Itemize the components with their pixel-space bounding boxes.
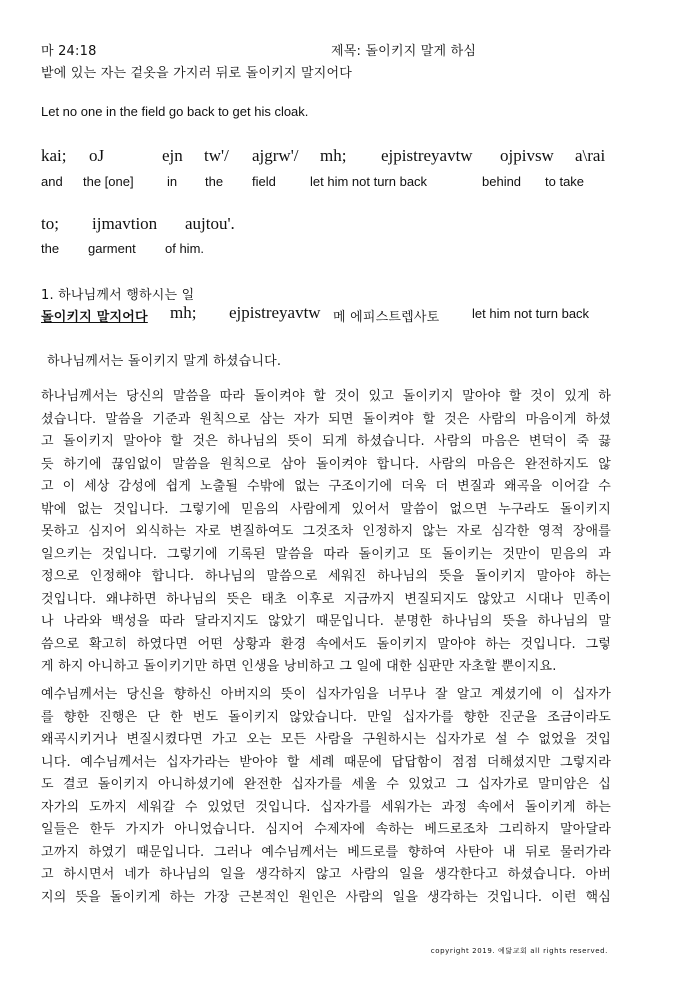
paragraph-line: 하나님께서는 당신의 말씀을 따라 돌이켜야 할 것이 있고 돌이키지 말아야 할 것이 있게 하	[41, 389, 611, 404]
gloss: of him.	[165, 241, 205, 256]
section-heading: 1. 하나님께서 행하시는 일	[41, 288, 195, 303]
keyword-korean: 돌이키지 말지어다	[41, 310, 148, 325]
body-paragraph-1	[41, 386, 611, 679]
paragraph-line: 일들은 한두 가지가 아니었습니다. 심지어 수제자에 속하는 베드로조차 그리하지 말아달라	[41, 822, 611, 837]
paragraph-line: 고 이 세상 감성에 쉽게 노출될 수밖에 없는 구조이기에 더욱 더 변질과 왜곡을 이어갈 수	[41, 479, 611, 494]
greek-word: mh;	[320, 146, 347, 165]
greek-word: a\rai	[575, 146, 606, 165]
greek-word: ijmavtion	[92, 214, 158, 233]
paragraph-line: 셨습니다. 말씀을 기준과 원칙으로 삼는 자가 되면 돌이켜야 할 것은 사람의 마음이게 하셨	[41, 411, 611, 427]
lead-sentence: 하나님께서는 돌이키지 말게 하셨습니다.	[47, 354, 282, 369]
scripture-reference: 마 24:18	[41, 44, 97, 59]
keyword-pronunciation: 메 에피스트렙사토	[333, 310, 440, 325]
paragraph-line: 일으키는 것입니다. 그렇기에 기록된 말씀을 따라 돌이키고 또 돌이키는 것만이 믿음의 과	[41, 546, 611, 562]
gloss: the	[41, 241, 60, 256]
keyword-english: let him not turn back	[472, 306, 590, 321]
paragraph-line: 밖에 없는 것입니다. 그렇기에 믿음의 사람에게 있어서 말씀이 없으면 누구라도 돌이키지	[41, 501, 611, 517]
gloss: in	[167, 174, 178, 189]
paragraph-line: 왜곡시키거나 변질시켰다면 가고 오는 모든 사람을 구원하시는 십자가로 설 수 없었을 것입	[41, 732, 611, 747]
gloss: to take	[545, 174, 585, 189]
paragraph-line: 것입니다. 왜냐하면 하나님의 뜻은 태초 이후로 지금까지 변질되지도 않았고 시대나 민족이	[41, 591, 611, 607]
keyword-greek-verb: ejpistreyavtw	[229, 303, 321, 322]
paragraph-line: 고까지 하였기 때문입니다. 그러나 예수님께서는 베드로를 향하여 사탄아 내 뒤로 물러가라	[41, 844, 611, 860]
paragraph-line: 를 향한 진행은 단 한 번도 돌이키지 않았습니다. 만일 십자가를 향한 진군을 조금이라도	[41, 709, 611, 725]
keyword-greek-negation: mh;	[170, 303, 197, 322]
greek-word: kai;	[41, 146, 67, 165]
gloss: let him not turn back	[310, 174, 428, 189]
paragraph-line: 게 하지 아니하고 돌이키기만 하면 인생을 낭비하고 그 일에 대한 심판만 자초할 뿐이지요.	[41, 659, 557, 674]
gloss: and	[41, 174, 63, 189]
paragraph-line: 예수님께서는 당신을 향하신 아버지의 뜻이 십자가임을 너무나 잘 알고 계셨기에 이 십자가	[41, 687, 611, 702]
gloss: garment	[88, 241, 136, 256]
greek-word: oJ	[89, 146, 105, 165]
greek-word: ejn	[162, 146, 183, 165]
paragraph-line: 도 결코 돌이키지 아니하셨기에 완전한 십자가를 세울 수 있었고 그 십자가로 말미암은 십	[41, 777, 611, 792]
paragraph-line: 자가의 도까지 세워갈 수 있었던 것입니다. 십자가를 세워가는 과정 속에서 돌이키게 하는	[41, 799, 611, 815]
copyright-notice: copyright 2019. 예닮교회 all rights reserved.	[430, 947, 608, 955]
paragraph-line: 니다. 예수님께서는 십자가라는 받아야 할 세례 때문에 답답함이 점점 더해셨지만 그렇지라	[41, 754, 611, 770]
paragraph-line: 지의 뜻을 돌이키게 하는 가장 근본적인 원인은 사람의 일을 생각하는 것입니다. 이런 핵심	[41, 889, 611, 905]
paragraph-line: 고 돌이키지 말아야 할 것은 하나님의 뜻이 되게 하셨습니다. 사람의 마음은 변덕이 죽 끓	[41, 434, 611, 449]
paragraph-line: 듯 하기에 끊임없이 말씀을 원칙으로 삼아 돌이켜야 합니다. 사람의 마음은 완전하지도 않	[41, 456, 611, 472]
gloss: the [one]	[83, 174, 134, 189]
verse-korean: 밭에 있는 자는 겉옷을 가지러 뒤로 돌이키지 말지어다	[41, 66, 353, 81]
paragraph-line: 못하고 심지어 외식하는 자로 변질하여도 그것조차 인정하지 않는 자로 심각한 영적 장애를	[41, 524, 611, 539]
paragraph-line: 나 나라와 백성을 따라 달라지지도 않았기 때문입니다. 분명한 하나님의 뜻을 하나님의 말	[41, 614, 611, 629]
greek-word: ejpistreyavtw	[381, 146, 473, 165]
greek-word: ojpivsw	[500, 146, 554, 165]
gloss: field	[252, 174, 276, 189]
paragraph-line: 씀으로 확고히 하였다면 어떤 상황과 환경 속에서도 돌이키지 말아야 하는 것입니다. 그렇	[41, 636, 611, 652]
greek-word: aujtou'.	[185, 214, 235, 233]
greek-word: to;	[41, 214, 59, 233]
greek-word: ajgrw'/	[252, 146, 299, 165]
greek-word: tw'/	[204, 146, 229, 165]
verse-english: Let no one in the field go back to get his cloak.	[41, 104, 309, 119]
sermon-title: 제목: 돌이키지 말게 하심	[331, 44, 477, 59]
gloss: behind	[482, 174, 522, 189]
paragraph-line: 정으로 인정해야 합니다. 하나님의 말씀으로 세워진 하나님의 뜻을 돌이키지 말아야 하는	[41, 569, 611, 584]
gloss: the	[205, 174, 224, 189]
paragraph-line: 고 하시면서 네가 하나님의 일을 생각하지 않고 사람의 일을 생각한다고 하셨습니다. 아버	[41, 867, 611, 882]
body-paragraph-2	[41, 684, 611, 909]
